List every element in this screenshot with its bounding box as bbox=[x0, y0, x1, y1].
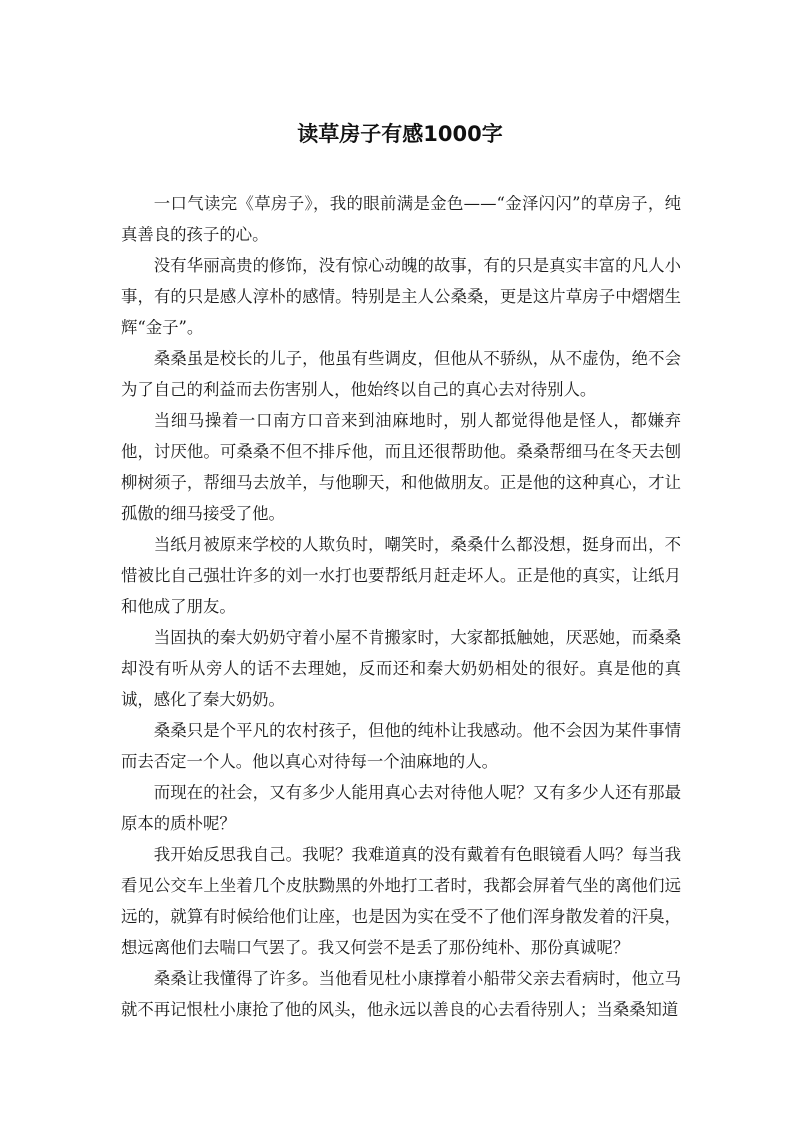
paragraph-5: 当纸月被原来学校的人欺负时，嘲笑时，桑桑什么都没想，挺身而出，不惜被比自己强壮许多的刘一水打也要帮纸月赶走坏人。正是他的真实，让纸月和他成了朋友。 bbox=[121, 535, 681, 616]
paragraph-10: 桑桑让我懂得了许多。当他看见杜小康撑着小船带父亲去看病时，他立马就不再记恨杜小康抢了他的风头，他永远以善良的心去看待别人；当桑桑知道 bbox=[121, 969, 681, 1019]
paragraph-9: 我开始反思我自己。我呢？我难道真的没有戴着有色眼镜看人吗？每当我看见公交车上坐着几个皮肤黝黑的外地打工者时，我都会屏着气坐的离他们远远的，就算有时候给他们让座，也是因为实在受不了他们浑身散发着的汗臭，想远离他们去喘口气罢了。我又何尝不是丢了那份纯朴、那份真诚呢？ bbox=[121, 845, 681, 957]
paragraph-2: 没有华丽高贵的修饰，没有惊心动魄的故事，有的只是真实丰富的凡人小事，有的只是感人淳朴的感情。特别是主人公桑桑，更是这片草房子中熠熠生辉“金子”。 bbox=[121, 256, 681, 337]
document-body bbox=[121, 188, 681, 1025]
paragraph-7: 桑桑只是个平凡的农村孩子，但他的纯朴让我感动。他不会因为某件事情而去否定一个人。他以真心对待每一个油麻地的人。 bbox=[121, 721, 681, 771]
document-title: 读草房子有感1000字 bbox=[297, 122, 503, 146]
paragraph-8: 而现在的社会，又有多少人能用真心去对待他人呢？又有多少人还有那最原本的质朴呢？ bbox=[121, 783, 681, 833]
paragraph-3: 桑桑虽是校长的儿子，他虽有些调皮，但他从不骄纵，从不虚伪，绝不会为了自己的利益而去伤害别人，他始终以自己的真心去对待别人。 bbox=[121, 349, 681, 399]
paragraph-4: 当细马操着一口南方口音来到油麻地时，别人都觉得他是怪人，都嫌弃他，讨厌他。可桑桑不但不排斥他，而且还很帮助他。桑桑帮细马在冬天去刨柳树须子，帮细马去放羊，与他聊天，和他做朋友。正是他的这种真心，才让孤傲的细马接受了他。 bbox=[121, 411, 681, 523]
paragraph-6: 当固执的秦大奶奶守着小屋不肯搬家时，大家都抵触她，厌恶她，而桑桑却没有听从旁人的话不去理她，反而还和秦大奶奶相处的很好。真是他的真诚，感化了秦大奶奶。 bbox=[121, 628, 681, 709]
paragraph-1: 一口气读完《草房子》，我的眼前满是金色——“金泽闪闪”的草房子，纯真善良的孩子的心。 bbox=[121, 194, 681, 244]
